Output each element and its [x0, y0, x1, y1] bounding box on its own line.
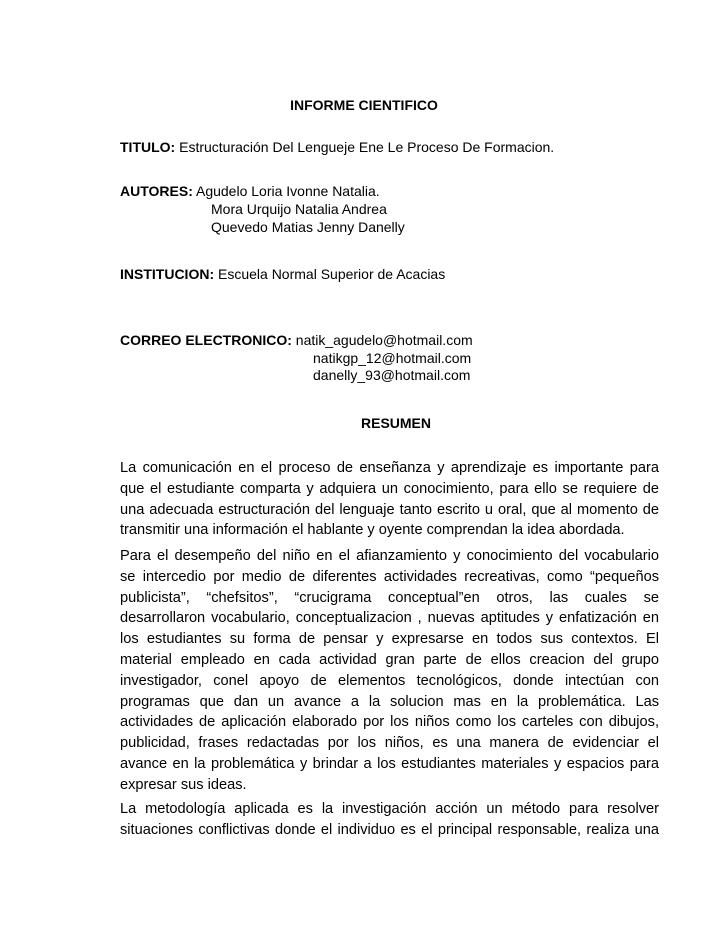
titulo-value: Estructuración Del Lengueje Ene Le Proceso De Formacion. [179, 139, 555, 155]
resumen-paragraph [120, 799, 659, 841]
author-name: Agudelo Loria Ivonne Natalia. [195, 183, 380, 199]
author-name: Quevedo Matias Jenny Danelly [211, 219, 405, 235]
resumen-heading: RESUMEN [361, 415, 432, 431]
paragraph-line: los estudiantes su forma de pensar y expresarse en todos sus contextos. El [120, 631, 659, 648]
titulo-row [120, 138, 554, 156]
paragraph-line: desarrollaron vocabulario, conceptualizacion , nuevas aptitudes y enfatización en [120, 610, 659, 627]
paragraph-line: La metodología aplicada es la investigación acción un método para resolver [120, 801, 659, 817]
paragraph-line: que el estudiante comparta y adquiera un conocimiento, para ello se requiere de [120, 480, 659, 497]
paragraph-line: se intercedio por medio de diferentes actividades recreativas, como “pequeños [120, 568, 659, 585]
correo-row [120, 331, 473, 349]
paragraph-line: transmitir una información el hablante y oyente comprendan la idea abordada. [120, 522, 625, 539]
paragraph-line: expresar sus ideas. [120, 776, 247, 793]
institucion-value: Escuela Normal Superior de Acacias [218, 266, 446, 282]
paragraph-line: publicista”, “chefsitos”, “crucigrama conceptual”en otros, las cuales se [120, 589, 659, 606]
paragraph-line: Para el desempeño del niño en el afianzamiento y conocimiento del vocabulario [120, 548, 659, 564]
paragraph-line: una adecuada estructuración del lenguaje tanto escrito u oral, que al momento de [120, 501, 659, 518]
resumen-paragraph [120, 458, 659, 541]
paragraph-line: La comunicación en el proceso de enseñanza y aprendizaje es importante para [120, 460, 659, 476]
institucion-row [120, 265, 445, 283]
paragraph-line: publicidad, frases redactadas por los niños, es una manera de evidenciar el [120, 735, 659, 752]
paragraph-line: programas que dan un avance a la solucion mas en la problemática. Las [120, 693, 659, 710]
author-name: Mora Urquijo Natalia Andrea [211, 201, 387, 217]
email-address: natikgp_12@hotmail.com [313, 350, 472, 366]
email-address: natik_agudelo@hotmail.com [295, 332, 473, 348]
titulo-label: TITULO: [120, 139, 176, 155]
paragraph-line: situaciones conflictivas donde el individuo es el principal responsable, realiza una [120, 821, 659, 838]
paragraph-line: actividades de aplicación elaborado por los niños como los carteles con dibujos, [120, 714, 659, 731]
autores-row [120, 182, 380, 200]
paragraph-line: investigador, conel apoyo de elementos tecnológicos, donde intectúan con [120, 672, 659, 689]
institucion-label: INSTITUCION: [120, 266, 215, 282]
resumen-paragraph [120, 546, 659, 796]
email-address: danelly_93@hotmail.com [313, 367, 471, 383]
correo-label: CORREO ELECTRONICO: [120, 332, 292, 348]
paragraph-line: avance en la problemática y brindar a los estudiantes materiales y espacios para [120, 755, 659, 772]
document-title: INFORME CIENTIFICO [290, 97, 438, 113]
autores-label: AUTORES: [120, 183, 193, 199]
paragraph-line: material empleado en cada actividad gran parte de ellos creacion del grupo [120, 651, 659, 668]
